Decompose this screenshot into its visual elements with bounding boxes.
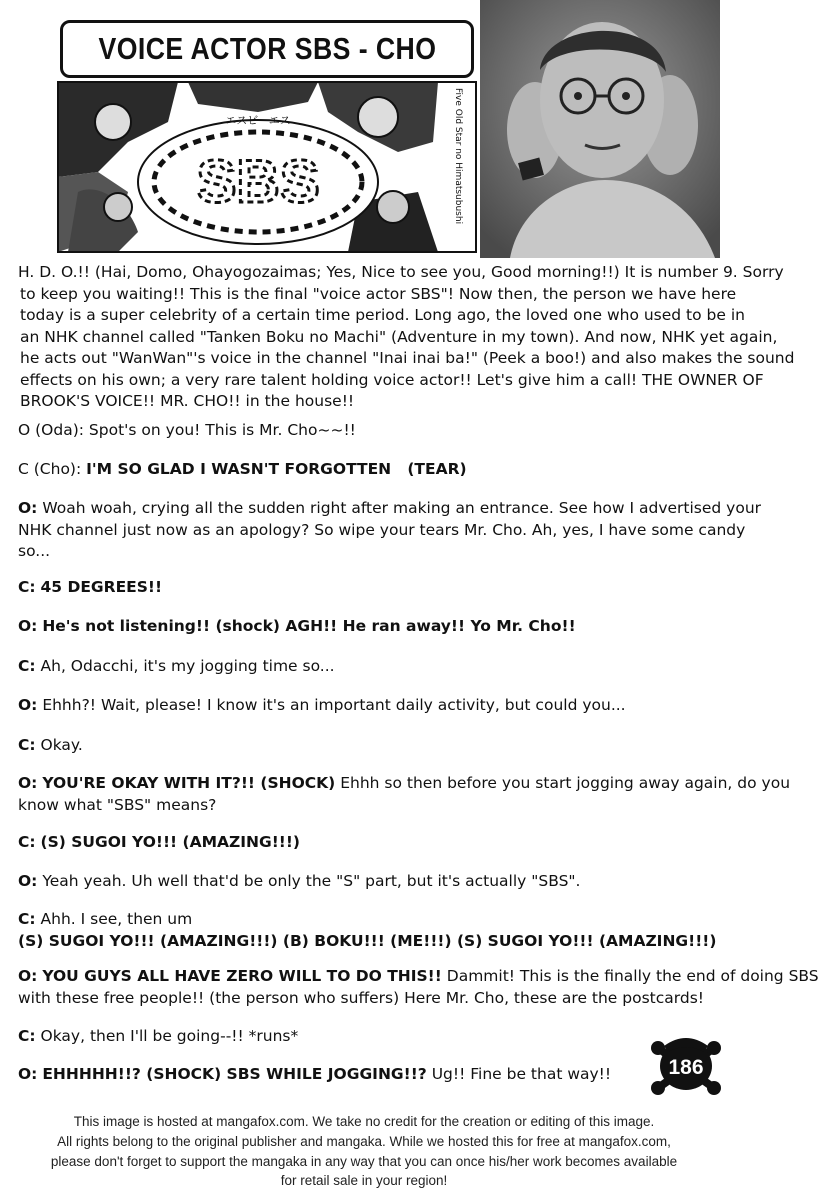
dialogue-bold-text: 45 DEGREES!!: [40, 578, 163, 596]
dialogue-text: with these free people!! (the person who suffers) Here Mr. Cho, these are the postcards!: [18, 988, 704, 1007]
dialogue-entry: [18, 1064, 718, 1086]
speaker-label: C:: [18, 1027, 36, 1045]
dialogue-entry: [18, 420, 718, 442]
hosting-notice: [0, 1112, 728, 1191]
dialogue-text: Woah woah, crying all the sudden right after making an entrance. See how I advertised your: [42, 499, 762, 517]
intro-line: effects on his own; a very rare talent holding voice actor!! Let's give him a call! THE OWNER OF: [20, 370, 764, 389]
speaker-label: O:: [18, 617, 38, 635]
dialogue-text: Okay, then I'll be going--!! *runs*: [40, 1027, 299, 1045]
dialogue-entry: [18, 1026, 718, 1048]
dialogue-bold-text: EHHHHH!!? (SHOCK) SBS WHILE JOGGING!!?: [42, 1065, 427, 1083]
dialogue-entry: [18, 656, 718, 678]
intro-line: H. D. O.!! (Hai, Domo, Ohayogozaimas; Yes, Nice to see you, Good morning!!) It is number 9. Sorry: [18, 263, 784, 281]
dialogue-text: Dammit! This is the finally the end of doing SBS: [446, 967, 819, 985]
intro-line: he acts out "WanWan"'s voice in the channel "Inai inai ba!" (Peek a boo!) and also makes the sound: [20, 349, 795, 367]
speaker-label: O:: [18, 872, 38, 890]
page-number-badge: [650, 1036, 722, 1098]
dialogue-entry: [18, 695, 718, 717]
dialogue-entry: [18, 577, 718, 599]
dialogue-text: NHK channel just now as an apology? So wipe your tears Mr. Cho. Ah, yes, I have some candy: [18, 520, 746, 539]
speaker-label: O:: [18, 696, 38, 714]
dialogue-text: Okay.: [40, 736, 83, 754]
notice-line: This image is hosted at mangafox.com. We take no credit for the creation or editing of this image.: [73, 1114, 655, 1129]
speaker-label: O:: [18, 1065, 38, 1083]
dialogue-text: know what "SBS" means?: [18, 795, 217, 814]
sbs-illustration: [58, 82, 476, 252]
sbs-illustration-panel: [58, 82, 476, 252]
speaker-label: C:: [18, 657, 36, 675]
speaker-label: C:: [18, 833, 36, 851]
voice-actor-photo: [480, 0, 720, 258]
dialogue-text: Ehhh so then before you start jogging away again, do you: [340, 774, 791, 792]
speaker-label: C:: [18, 736, 36, 754]
dialogue-text: Ehhh?! Wait, please! I know it's an important daily activity, but could you...: [42, 696, 626, 714]
dialogue-entry: [18, 616, 718, 638]
dialogue-bold-text: I'M SO GLAD I WASN'T FORGOTTEN (TEAR): [86, 460, 467, 478]
dialogue-entry: [18, 966, 819, 1009]
notice-line: All rights belong to the original publisher and mangaka. While we hosted this for free at mangafox.com,: [57, 1133, 671, 1149]
dialogue-bold-text: YOU GUYS ALL HAVE ZERO WILL TO DO THIS!!: [42, 967, 442, 985]
dialogue-entry: [18, 773, 791, 816]
dialogue-entry: [18, 871, 718, 893]
dialogue-entry: [18, 459, 718, 481]
dialogue-entry: [18, 832, 718, 854]
dialogue-bold-text: He's not listening!! (shock) AGH!! He ran away!! Yo Mr. Cho!!: [42, 617, 576, 635]
dialogue-entry: [18, 498, 762, 563]
sbs-small-label: エスビーエス: [225, 114, 291, 127]
dialogue-bold-text: YOU'RE OKAY WITH IT?!! (SHOCK): [42, 774, 336, 792]
intro-line: today is a super celebrity of a certain time period. Long ago, the loved one who used to be in: [20, 306, 745, 324]
page-number: 186: [668, 1056, 704, 1079]
speaker-label: C (Cho):: [18, 460, 82, 478]
side-credit: Five Old Star no Himatsubushi: [453, 88, 463, 225]
intro-line: BROOK'S VOICE!! MR. CHO!! in the house!!: [20, 392, 355, 410]
dialogue-bold-text: (S) SUGOI YO!!! (AMAZING!!!) (B) BOKU!!! (ME!!!) (S) SUGOI YO!!! (AMAZING!!!): [18, 931, 717, 950]
notice-line: for retail sale in your region!: [280, 1173, 448, 1189]
dialogue-text: Yeah yeah. Uh well that'd be only the "S" part, but it's actually "SBS".: [42, 872, 581, 890]
dialogue-text: so...: [18, 542, 51, 560]
dialogue-bold-text: (S) SUGOI YO!!! (AMAZING!!!): [40, 833, 300, 851]
intro-paragraph: [18, 262, 795, 413]
intro-line: to keep you waiting!! This is the final "voice actor SBS"! Now then, the person we have here: [20, 284, 737, 303]
page-title: VOICE ACTOR SBS - CHO: [98, 31, 436, 66]
intro-line: an NHK channel called "Tanken Boku no Machi" (Adventure in my town). And now, NHK yet again,: [20, 327, 778, 346]
speaker-label: O (Oda):: [18, 421, 84, 439]
title-box: [60, 20, 474, 78]
dialogue-text: Ug!! Fine be that way!!: [431, 1065, 612, 1083]
dialogue-text: Ahh. I see, then um: [40, 910, 193, 928]
speaker-label: O:: [18, 499, 38, 517]
sbs-logo-text: SBS: [196, 148, 320, 215]
speaker-label: C:: [18, 910, 36, 928]
dialogue-text: Ah, Odacchi, it's my jogging time so...: [40, 657, 335, 675]
speaker-label: C:: [18, 578, 36, 596]
speaker-label: O:: [18, 967, 38, 985]
dialogue-entry: [18, 735, 718, 757]
dialogue-entry: [18, 909, 718, 952]
dialogue-text: Spot's on you! This is Mr. Cho~~!!: [88, 421, 356, 439]
notice-line: please don't forget to support the mangaka in any way that you can once his/her work becomes available: [50, 1153, 678, 1169]
speaker-label: O:: [18, 774, 38, 792]
